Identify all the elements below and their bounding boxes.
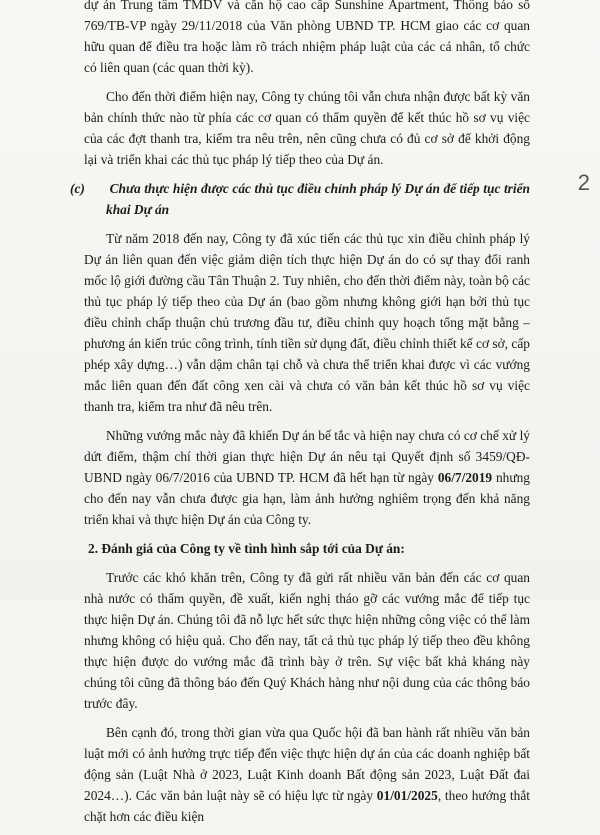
subheading-label: (c) [70, 181, 85, 196]
paragraph-6-text-a: Bên cạnh đó, trong thời gian vừa qua Quốc hội đã ban hành rất nhiều văn bản luật mới có ảnh hưởng trực tiếp đến việc thực hiện dự án của các doanh nghiệp bất động sản (Luật Nhà ở 2023, Luật Kinh doanh Bất động sản 2023, Luật Đất đai 2024…). Các văn bản luật này sẽ có hiệu lực từ ngày [84, 725, 530, 803]
paragraph-5: Trước các khó khăn trên, Công ty đã gửi rất nhiều văn bản đến các cơ quan nhà nước có thẩm quyền, đề xuất, kiến nghị tháo gỡ các vướng mắc để tiếp tục thực hiện Dự án. Chúng tôi đã nỗ lực hết sức thực hiện những công việc có thể làm nhưng không có hiệu quả. Cho đến nay, tất cả thủ tục pháp lý tiếp theo đều không thực hiện được do vướng mắc đã trình bày ở trên. Sự việc bất khả kháng này chúng tôi cũng đã thông báo đến Quý Khách hàng như nội dung của các thông báo trước đây. [84, 570, 530, 711]
paragraph-6 [84, 722, 530, 827]
expiry-date: 06/7/2019 [437, 470, 493, 485]
paragraph-2: Cho đến thời điểm hiện nay, Công ty chúng tôi vẫn chưa nhận được bất kỳ văn bản chính thức nào từ phía các cơ quan có thẩm quyền để kết thúc hồ sơ vụ việc của các đợt thanh tra, kiểm tra nêu trên, nên cũng chưa có đủ cơ sở để khởi động lại và triển khai các thủ tục pháp lý tiếp theo của Dự án. [84, 89, 530, 167]
effective-date: 01/01/2025 [376, 788, 438, 803]
paragraph-4-text-b: nhưng cho đến nay vẫn chưa được gia hạn, làm ảnh hưởng nghiêm trọng đến khả năng triển khai và thực hiện Dự án của Công ty. [84, 470, 530, 527]
subheading-c [70, 178, 530, 220]
document-body [70, 0, 531, 835]
paragraph-4-text-a: Những vướng mắc này đã khiến Dự án bế tắc và hiện nay chưa có cơ chế xử lý dứt điểm, thậm chí thời gian thực hiện Dự án nêu tại Quyết định số 3459/QĐ-UBND ngày 06/7/2016 của UBND TP. HCM đã hết hạn từ ngày [84, 428, 530, 485]
subheading-text: Chưa thực hiện được các thủ tục điều chỉnh pháp lý Dự án để tiếp tục triển khai Dự án [106, 181, 530, 217]
paragraph-4 [84, 425, 530, 530]
page-number: 2 [577, 170, 590, 195]
section-heading-2: 2. Đánh giá của Công ty về tình hình sắp tới của Dự án: [88, 541, 405, 556]
paragraph-1: dự án Trung tâm TMDV và căn hộ cao cấp Sunshine Apartment, Thông báo số 769/TB-VP ngày 29/11/2018 của Văn phòng UBND TP. HCM giao các cơ quan hữu quan để điều tra hoặc làm rõ trách nhiệm pháp luật của các cá nhân, tổ chức có liên quan (các quan thời kỳ). [84, 0, 530, 75]
paragraph-3: Từ năm 2018 đến nay, Công ty đã xúc tiến các thủ tục xin điều chỉnh pháp lý Dự án liên quan đến việc giảm diện tích thực hiện Dự án do có sự thay đổi ranh mốc lộ giới đường cầu Tân Thuận 2. Tuy nhiên, cho đến thời điểm này, toàn bộ các thủ tục pháp lý tiếp theo của Dự án (bao gồm nhưng không giới hạn bởi thủ tục điều chỉnh chấp thuận chủ trương đầu tư, điều chỉnh quy hoạch tổng mặt bằng – phương án kiến trúc công trình, tính tiền sử dụng đất, điều chỉnh thiết kế cơ sở, cấp phép xây dựng…) vẫn dậm chân tại chỗ và chưa thể triển khai được vì các vướng mắc liên quan đến đất công xen cài và chưa có văn bản kết thúc hồ sơ vụ việc thanh tra, kiểm tra như đã nêu trên. [84, 231, 530, 414]
paragraph-6-text-b: , theo hướng thắt chặt hơn các điều kiện [84, 788, 531, 824]
